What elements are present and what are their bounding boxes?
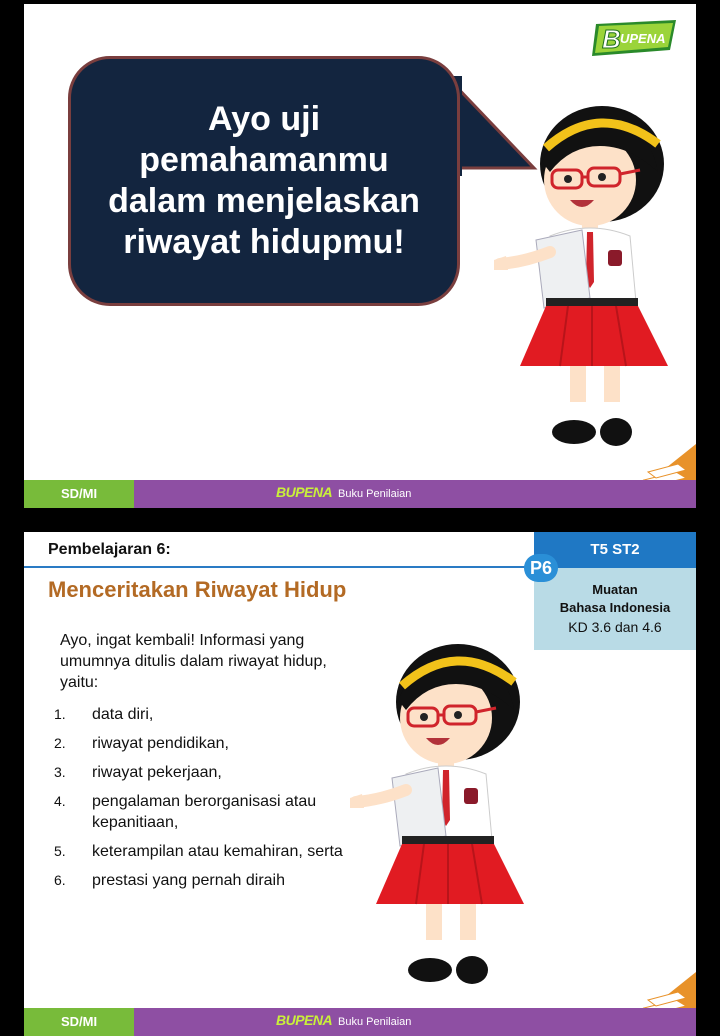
book-label: Buku Penilaian [338, 488, 412, 500]
slide-2 [24, 532, 696, 1036]
speech-bubble [68, 56, 460, 306]
footer-logo: BUPENA [276, 484, 333, 500]
theme-tag: T5 ST2 [534, 532, 696, 568]
muatan-label: Muatan [592, 582, 638, 597]
page-title: Menceritakan Riwayat Hidup [48, 577, 347, 602]
list-item: 2. riwayat pendidikan, [54, 735, 229, 752]
list-item: 5. keterampilan atau kemahiran, serta [54, 843, 343, 860]
slide-1 [24, 4, 696, 508]
lesson-header [24, 532, 534, 568]
list-item: 6. prestasi yang pernah diraih [54, 872, 286, 889]
bupena-logo [590, 16, 680, 60]
level-label: SD/MI [24, 1008, 134, 1036]
student-girl-illustration-2 [346, 640, 546, 1000]
list-item: 4. pengalaman berorganisasi atau kepanitiaan, [54, 793, 317, 831]
book-label: Buku Penilaian [338, 1016, 412, 1028]
subject-label: Bahasa Indonesia [559, 600, 671, 615]
svg-text:UPENA: UPENA [620, 31, 666, 46]
level-label: SD/MI [24, 480, 134, 508]
slide-2-footer [24, 1008, 696, 1036]
slide-1-footer [24, 480, 696, 508]
bubble-text: Ayo uji pemahamanmu dalam menjelaskan riwayat hidupmu! [108, 100, 420, 261]
list-item: 1. data diri, [54, 706, 154, 723]
lesson-label: Pembelajaran 6: [48, 541, 171, 558]
intro-text: Ayo, ingat kembali! Informasi yang umumnya ditulis dalam riwayat hidup, yaitu: [60, 632, 327, 691]
info-list [54, 704, 354, 899]
footer-logo: BUPENA [276, 1012, 333, 1028]
p6-badge: P6 [524, 554, 558, 582]
svg-text:B: B [602, 24, 621, 54]
muatan-box [534, 568, 696, 650]
kd-label: KD 3.6 dan 4.6 [568, 619, 662, 635]
list-item: 3. riwayat pekerjaan, [54, 764, 222, 781]
student-girl-illustration [490, 102, 690, 462]
